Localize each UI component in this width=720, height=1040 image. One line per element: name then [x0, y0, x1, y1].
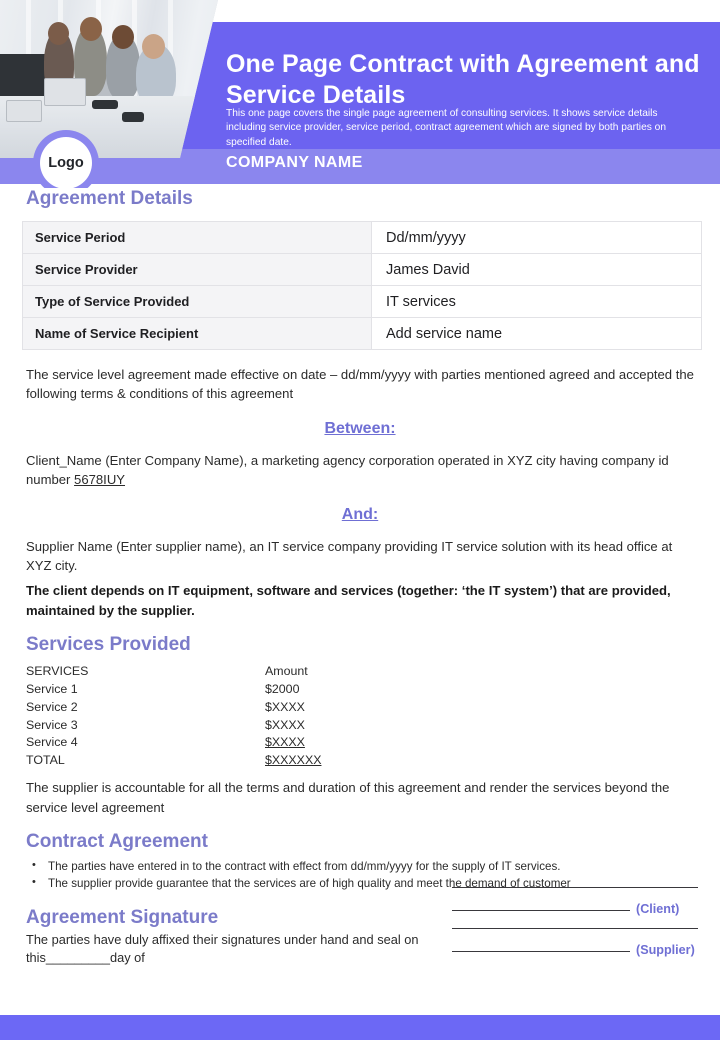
amount-col-header: Amount [265, 664, 308, 678]
table-row [23, 222, 702, 254]
page-title: One Page Contract with Agreement and Service Details [226, 49, 700, 110]
services-total-row [26, 752, 720, 770]
supplier-label: (Supplier) [636, 942, 695, 957]
supplier-signature-row [452, 943, 702, 957]
list-item: • The supplier provide guarantee that the services are of high quality and meet the demand of customer [30, 876, 700, 892]
page-subtitle: This one page covers the single page agreement of consulting services. It shows service details including service provider, service period, contract agreement which are signed by both parties on specified date. [226, 108, 666, 148]
services-note: The supplier is accountable for all the terms and duration of this agreement and render the services beyond the service level agreement [26, 780, 670, 815]
table-row [23, 286, 702, 318]
service-amount: $XXXX [265, 699, 305, 714]
row-value: Add service name [372, 318, 702, 350]
agreement-details-table [22, 221, 702, 350]
page-header [0, 0, 720, 188]
signature-instructions: The parties have duly affixed their signatures under hand and seal on this_________day of [26, 931, 419, 965]
page-content [0, 188, 720, 985]
service-name: Service 1 [26, 681, 78, 696]
client-signature-line[interactable] [452, 910, 630, 911]
service-row [26, 734, 720, 752]
row-label: Service Period [23, 222, 372, 254]
service-name: Service 2 [26, 699, 78, 714]
service-row [26, 699, 720, 717]
row-value: James David [372, 254, 702, 286]
between-paragraph [26, 451, 696, 490]
service-amount: $2000 [265, 681, 300, 696]
agreement-signature-title: Agreement Signature [26, 906, 219, 928]
total-label: TOTAL [26, 753, 65, 768]
total-amount: $XXXXXX [265, 753, 322, 768]
row-value: Dd/mm/yyyy [372, 222, 702, 254]
services-col-header: SERVICES [26, 664, 89, 678]
it-system-statement: The client depends on IT equipment, software and services (together: ‘the IT system’) that are provided, maintained by the supplier. [26, 583, 671, 618]
service-amount: $XXXX [265, 735, 305, 750]
supplier-signature-line[interactable] [452, 951, 630, 952]
between-text: Client_Name (Enter Company Name), a marketing agency corporation operated in XYZ city having company id number [26, 452, 669, 488]
service-name: Service 3 [26, 717, 78, 732]
table-row [23, 318, 702, 350]
and-heading: And: [341, 505, 379, 523]
company-id: 5678IUY [74, 472, 126, 488]
agreement-details-title: Agreement Details [26, 188, 193, 209]
contract-agreement-title: Contract Agreement [26, 830, 208, 852]
company-name: COMPANY NAME [226, 154, 363, 171]
signature-text-block [26, 907, 426, 967]
agreement-signature-section [0, 901, 720, 985]
service-row [26, 717, 720, 735]
client-signature-row [452, 902, 702, 916]
logo [33, 130, 99, 188]
intro-paragraph: The service level agreement made effective on date – dd/mm/yyyy with parties mentioned agreed and accepted the following terms & conditions of this agreement [26, 367, 694, 402]
service-amount: $XXXX [265, 717, 305, 732]
services-header-row [26, 663, 720, 681]
row-label: Service Provider [23, 254, 372, 286]
between-heading: Between: [324, 419, 396, 437]
services-list [26, 663, 720, 770]
signature-lines-block [452, 887, 702, 969]
row-label: Name of Service Recipient [23, 318, 372, 350]
table-row [23, 254, 702, 286]
client-label: (Client) [636, 901, 680, 916]
footer-bar [0, 1015, 720, 1040]
list-item: • The parties have entered in to the contract with effect from dd/mm/yyyy for the supply of IT services. [30, 859, 700, 875]
services-provided-title: Services Provided [26, 634, 191, 655]
supplier-paragraph: Supplier Name (Enter supplier name), an IT service company providing IT service solution with its head office at XYZ city. [26, 538, 673, 573]
row-label: Type of Service Provided [23, 286, 372, 318]
service-row [26, 681, 720, 699]
row-value: IT services [372, 286, 702, 318]
logo-text: Logo [40, 137, 92, 188]
client-signature-line-top[interactable] [452, 887, 698, 888]
supplier-signature-line-top[interactable] [452, 928, 698, 929]
service-name: Service 4 [26, 735, 78, 750]
